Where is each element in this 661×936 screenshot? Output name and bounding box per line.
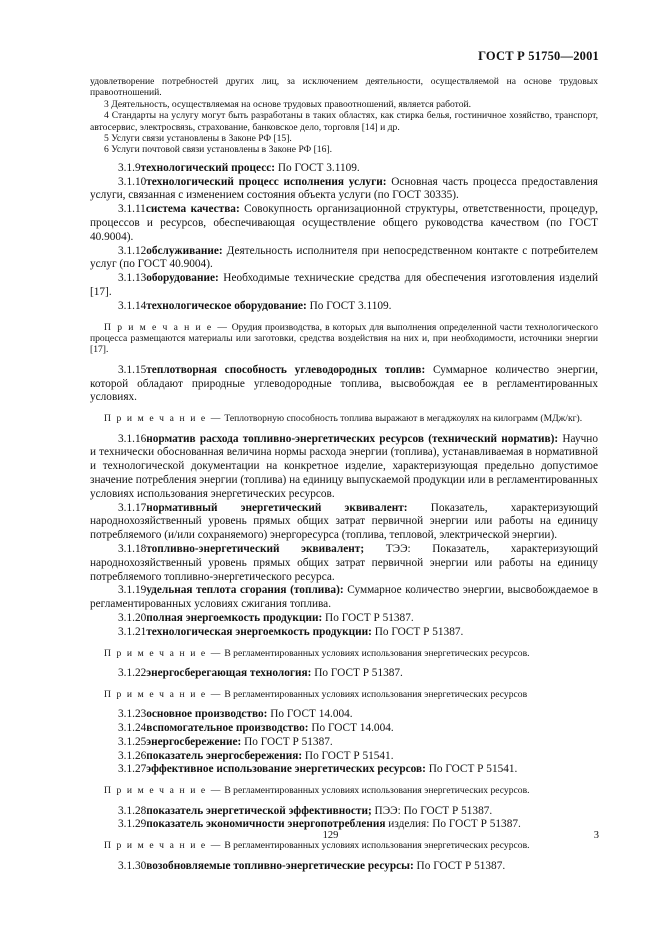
term-entry-3-1-9: [90, 162, 598, 176]
term-name: возобновляемые топливно-энергетические ресурсы:: [146, 859, 414, 872]
term-entry-3-1-25: [90, 736, 598, 750]
term-number: 3.1.17: [118, 501, 147, 514]
note-text: В регламентированных условиях использования энергетических ресурсов.: [221, 785, 530, 797]
term-definition: Совокупность организационной структуры, ответственности, процедур, процессов и ресурсов, обеспечивающая осуществление общего руководства качеством (по ГОСТ 40.9004).: [90, 203, 598, 243]
term-entry-3-1-14: [90, 300, 598, 314]
term-number: 3.1.13: [118, 272, 147, 285]
term-number: 3.1.20: [118, 611, 147, 624]
term-name: удельная теплота сгорания (топлива):: [146, 584, 344, 597]
term-definition: По ГОСТ Р 51387.: [413, 859, 506, 872]
term-definition: По ГОСТ 3.1109.: [306, 299, 392, 312]
term-entry-3-1-16: [90, 433, 598, 502]
term-number: 3.1.16: [118, 432, 147, 445]
standard-header: ГОСТ Р 51750—2001: [478, 49, 599, 63]
term-definition: Деятельность исполнителя при непосредственном контакте с потребителем услуг (по ГОСТ 40.9004).: [90, 244, 598, 271]
term-definition: Основная часть процесса предоставления услуги, связанная с изменением состояния объекта услуги (по ГОСТ 30335).: [90, 175, 598, 202]
term-number: 3.1.11: [118, 203, 146, 216]
term-entry-3-1-26: [90, 750, 598, 764]
term-definition: ПЭЭ: По ГОСТ Р 51387.: [371, 804, 493, 817]
term-number: 3.1.22: [118, 666, 147, 679]
term-name: технологическая энергоемкость продукции:: [146, 625, 372, 638]
term-number: 3.1.28: [118, 804, 147, 817]
term-name: технологическое оборудование:: [146, 299, 307, 312]
note-label: П р и м е ч а н и е —: [104, 413, 222, 425]
term-definition: По ГОСТ 14.004.: [267, 708, 353, 721]
term-number: 3.1.29: [118, 818, 147, 831]
term-name: норматив расхода топливно-энергетических ресурсов (технический норматив):: [146, 432, 559, 445]
term-number: 3.1.25: [118, 735, 147, 748]
term-definition: По ГОСТ Р 51387.: [371, 625, 464, 638]
note-text: Орудия производства, в которых для выполнения определенной части технологического процесса размещаются материалы или заготовки, средства воздействия на них и, при необходимости, источники энергии [17].: [90, 321, 598, 356]
term-name: энергосберегающая технология:: [146, 666, 312, 679]
term-name: система качества:: [145, 203, 240, 216]
note-text: В регламентированных условиях использования энергетических ресурсов: [221, 688, 528, 700]
term-name: полная энергоемкость продукции:: [146, 611, 323, 624]
note-3-1-29: [90, 840, 598, 851]
term-number: 3.1.23: [118, 708, 147, 721]
term-name: показатель экономичности энергопотребления: [146, 818, 386, 831]
term-entry-3-1-27: [90, 763, 598, 777]
term-entry-3-1-22: [90, 667, 598, 681]
document-body: [90, 76, 598, 873]
term-entry-3-1-18: [90, 543, 598, 584]
term-number: 3.1.18: [118, 543, 147, 555]
term-entry-3-1-10: [90, 176, 598, 204]
term-name: оборудование:: [146, 272, 219, 285]
term-definition: Суммарное количество энергии, высвобождаемое в регламентированных условиях сжигания топлива.: [90, 584, 598, 611]
note-3-1-14: [90, 322, 598, 356]
note-text: В регламентированных условиях использования энергетических ресурсов.: [221, 647, 530, 659]
term-number: 3.1.24: [118, 721, 147, 734]
term-name: теплотворная способность углеводородных топлив:: [146, 363, 426, 376]
term-definition: Показатель, характеризующий народнохозяйственный уровень прямых общих затрат первичной энергии или работы на единицу потребляемого (и/или сохраняемого) энергоресурса (топлива, тепловой, электрической энергии).: [90, 501, 598, 542]
term-definition: По ГОСТ 14.004.: [308, 721, 394, 734]
term-definition: изделия: По ГОСТ Р 51387.: [385, 818, 521, 831]
term-definition: По ГОСТ Р 51541.: [425, 763, 518, 776]
note-3-1-27: [90, 785, 598, 796]
term-name: вспомогательное производство:: [146, 721, 309, 734]
note-label: П р и м е ч а н и е —: [104, 785, 222, 797]
term-definition: По ГОСТ 3.1109.: [275, 161, 360, 174]
intro-note-3: 3 Деятельность, осуществляемая на основе трудовых правоотношений, является работой.: [104, 98, 472, 110]
term-number: 3.1.21: [118, 625, 147, 638]
note-text: В регламентированных условиях использования энергетических ресурсов.: [221, 840, 530, 852]
term-entry-3-1-19: [90, 584, 598, 612]
intro-note-4: 4 Стандарты на услугу могут быть разработаны в таких областях, как стирка белья, гостиничное хозяйство, транспорт, автосервис, электросвязь, страхование, банковское дело, торговля [14] и др.: [90, 110, 598, 133]
note-3-1-15: [90, 413, 598, 424]
term-number: 3.1.15: [118, 363, 147, 376]
term-name: показатель энергетической эффективности;: [146, 804, 372, 817]
term-definition: Научно и технически обоснованная величина нормы расхода энергии (топлива), устанавливаемая в нормативной и технологической документации на конкретное изделие, характеризующая предельно допустимое значение потребления энергии (топлива) на единицу выпускаемой продукции или в регламентированных условиях использования энергетических ресурсов.: [90, 432, 598, 500]
note-text: Теплотворную способность топлива выражают в мегаджоулях на килограмм (МДж/кг).: [221, 413, 583, 425]
term-definition: ТЭЭ: Показатель, характеризующий народнохозяйственный уровень прямых общих затрат первичной энергии или работы на единицу потребляемого топливно-энергетического ресурса.: [90, 543, 599, 583]
term-entry-3-1-24: [90, 722, 598, 736]
sheet-number: 3: [593, 830, 599, 841]
term-entry-3-1-12: [90, 245, 598, 273]
note-3-1-22: [90, 689, 598, 700]
term-definition: Необходимые технические средства для обеспечения изготовления изделий [17].: [90, 272, 598, 299]
term-number: 3.1.30: [118, 859, 147, 872]
note-label: П р и м е ч а н и е —: [104, 840, 222, 852]
term-name: технологический процесс исполнения услуги:: [146, 175, 387, 188]
term-definition: Суммарное количество энергии, которой обладают природные углеводородные топлива, высвобождая ее в регламентированных условиях.: [90, 363, 598, 404]
term-entry-3-1-15: [90, 364, 598, 405]
term-entry-3-1-21: [90, 626, 598, 640]
intro-note-5: 5 Услуги связи установлены в Законе РФ [15].: [104, 133, 292, 145]
intro-note-6: 6 Услуги почтовой связи установлены в Законе РФ [16].: [104, 144, 332, 156]
note-label: П р и м е ч а н и е —: [104, 321, 229, 333]
term-number: 3.1.10: [118, 175, 147, 188]
term-definition: По ГОСТ Р 51387.: [241, 735, 333, 748]
term-number: 3.1.26: [118, 749, 147, 762]
term-entry-3-1-11: [90, 203, 598, 244]
term-entry-3-1-30: [90, 860, 598, 874]
term-entry-3-1-23: [90, 708, 598, 722]
term-name: эффективное использование энергетических ресурсов:: [146, 763, 426, 776]
term-entry-3-1-20: [90, 612, 598, 626]
term-name: нормативный энергетический эквивалент:: [146, 501, 408, 514]
term-name: обслуживание:: [146, 244, 223, 257]
term-name: основное производство:: [146, 708, 268, 721]
term-name: энергосбережение:: [146, 735, 242, 748]
term-number: 3.1.9: [118, 161, 141, 174]
term-number: 3.1.14: [118, 299, 147, 312]
term-name: показатель энергосбережения:: [146, 749, 303, 762]
term-name: технологический процесс:: [140, 161, 275, 174]
term-definition: По ГОСТ Р 51387.: [322, 611, 414, 624]
term-name: топливно-энергетический эквивалент;: [146, 543, 365, 555]
term-number: 3.1.12: [118, 244, 147, 257]
term-definition: По ГОСТ Р 51387.: [311, 666, 403, 679]
term-entry-3-1-13: [90, 272, 598, 300]
note-label: П р и м е ч а н и е —: [104, 647, 222, 659]
page-number: 129: [322, 830, 339, 841]
intro-continuation: удовлетворение потребностей других лиц, за исключением деятельности, осуществляемой на основе трудовых правоотношений.: [90, 76, 598, 99]
term-entry-3-1-28: [90, 805, 598, 819]
term-number: 3.1.27: [118, 763, 147, 776]
term-number: 3.1.19: [118, 584, 147, 597]
note-label: П р и м е ч а н и е —: [104, 688, 222, 700]
term-definition: По ГОСТ Р 51541.: [302, 749, 394, 762]
term-entry-3-1-17: [90, 502, 598, 543]
note-3-1-21: [90, 648, 598, 659]
